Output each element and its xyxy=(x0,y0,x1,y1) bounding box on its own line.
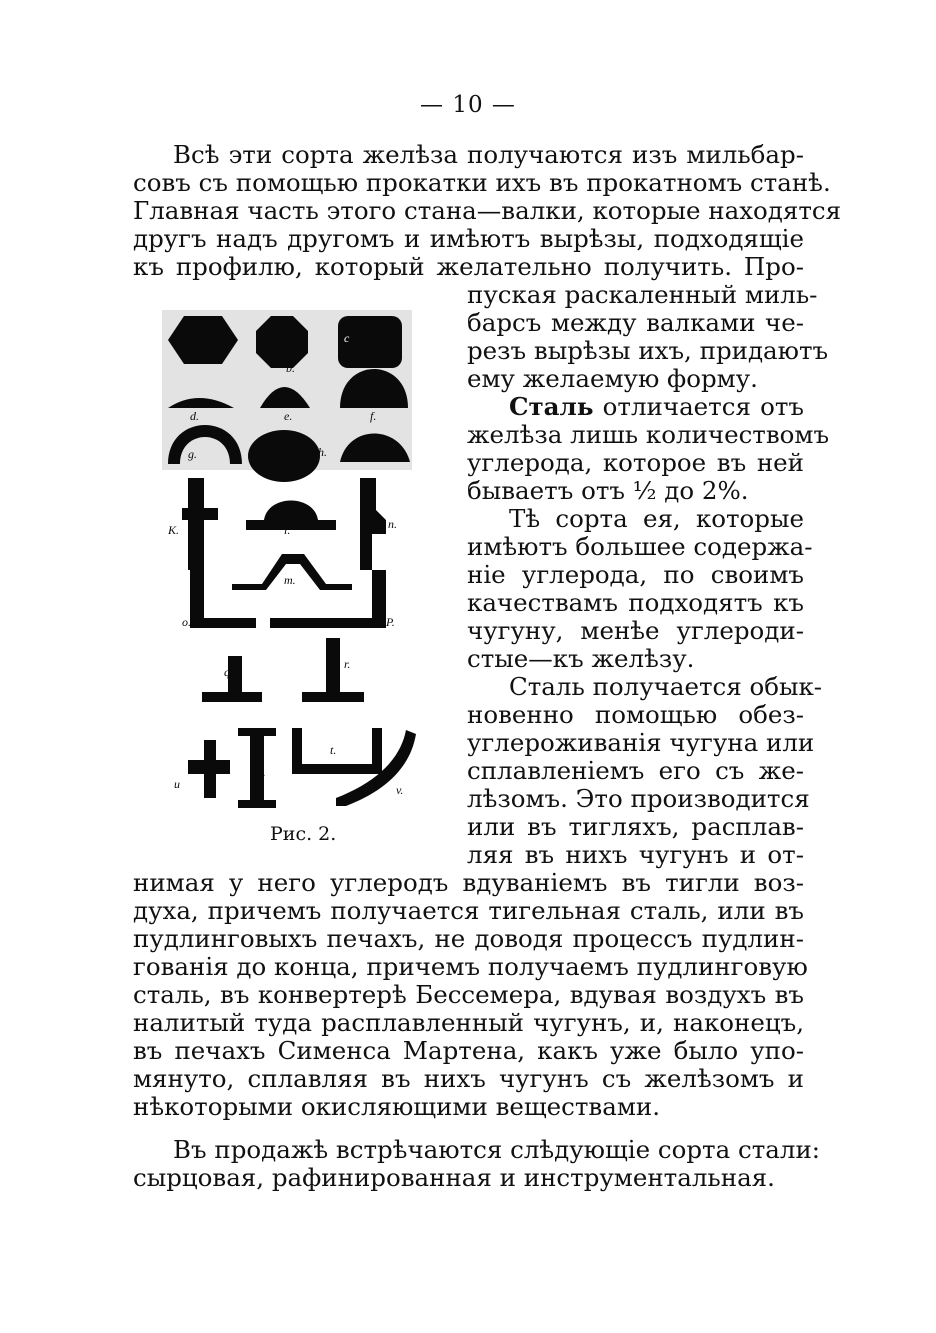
label-g: g. xyxy=(188,447,197,461)
text-line: бываетъ отъ ½ до 2%. xyxy=(467,476,749,505)
rail-profile-n xyxy=(360,478,386,570)
text-line: гованія до конца, причемъ получаемъ пудлинговую xyxy=(133,952,808,981)
label-c: c xyxy=(344,331,350,345)
text-line: сталь, въ конвертерѣ Бессемера, вдувая воздухъ въ xyxy=(133,980,804,1009)
label-q: q. xyxy=(224,665,233,679)
cross-profile-u xyxy=(188,740,230,798)
text-line: совъ съ помощью прокатки ихъ въ прокатномъ станѣ. xyxy=(133,168,831,197)
text-line: налитый туда расплавленный чугунъ, и, наконецъ, xyxy=(133,1008,804,1037)
text-line: имѣютъ большее содержа- xyxy=(467,532,813,561)
label-o: o. xyxy=(182,615,191,629)
i-beam-profile-s xyxy=(238,728,276,808)
label-b: b. xyxy=(286,361,295,375)
bulb-flat-profile xyxy=(246,501,336,531)
trough-profile-t xyxy=(292,728,382,774)
label-f: f. xyxy=(370,409,377,423)
text-line: ему желаемую форму. xyxy=(467,364,758,393)
text-line: резъ вырѣзы ихъ, придаютъ xyxy=(467,336,829,365)
text-line: Тѣ сорта ея, которые xyxy=(509,504,804,533)
text-line: стые—къ желѣзу. xyxy=(467,644,695,673)
text-line: нимая у него углеродъ вдуваніемъ въ тигли воз- xyxy=(133,868,804,897)
label-m: m. xyxy=(284,573,296,587)
label-p: P. xyxy=(386,615,395,629)
text-line: Сталь получается обык- xyxy=(509,672,823,701)
text-line: барсъ между валками че- xyxy=(467,308,804,337)
label-h: h. xyxy=(318,445,327,459)
text-line: лѣзомъ. Это производится xyxy=(467,784,810,813)
text-line: сплавленіемъ его съ же- xyxy=(467,756,804,785)
text-line: къ профилю, который желательно получить. Про- xyxy=(133,252,804,281)
text-line: качествамъ подходятъ къ xyxy=(467,588,804,617)
figure-caption: Рис. 2. xyxy=(270,823,337,845)
text-line: сырцовая, рафинированная и инструментальная. xyxy=(133,1163,775,1192)
label-d: d. xyxy=(190,409,199,423)
label-u: u xyxy=(174,777,180,791)
text-line: чугуну, менѣе углероди- xyxy=(467,616,804,645)
text-line: въ печахъ Сименса Мартена, какъ уже было упо- xyxy=(133,1036,804,1065)
page-number: — 10 — xyxy=(420,92,516,118)
text-line: ляя въ нихъ чугунъ и от- xyxy=(467,840,804,869)
text-line: или въ тигляхъ, расплав- xyxy=(467,812,804,841)
text-line: новенно помощью обез- xyxy=(467,700,804,729)
label-n: n. xyxy=(388,517,397,531)
label-v: v. xyxy=(396,783,404,797)
steel-bold-word: Сталь xyxy=(509,392,594,421)
profiles-drawing xyxy=(160,308,420,828)
text-line: мянуто, сплавляя въ нихъ чугунъ съ желѣзомъ и xyxy=(133,1064,804,1093)
label-l: l. xyxy=(284,523,291,537)
text-line: желѣза лишь количествомъ xyxy=(467,420,830,449)
text-line: углероживанія чугуна или xyxy=(467,728,815,757)
text-line: другъ надъ другомъ и имѣютъ вырѣзы, подходящіе xyxy=(133,224,804,253)
text-line: Всѣ эти сорта желѣза получаются изъ мильбар- xyxy=(173,140,804,169)
channel-profile-o xyxy=(190,568,256,628)
figure-rolled-profiles xyxy=(160,308,420,828)
label-s: s. xyxy=(258,765,266,779)
steel-first-line xyxy=(467,393,804,421)
text-line: пуская раскаленный миль- xyxy=(467,280,818,309)
text-line: ніе углерода, по своимъ xyxy=(467,560,804,589)
text-line: пудлинговыхъ печахъ, не доводя процессъ пудлин- xyxy=(133,924,804,953)
text-line: Въ продажѣ встрѣчаются слѣдующіе сорта стали: xyxy=(173,1135,821,1164)
label-r: r. xyxy=(344,657,351,671)
label-e: e. xyxy=(284,409,293,423)
text-line: нѣкоторыми окисляющими веществами. xyxy=(133,1092,660,1121)
rail-profile-k xyxy=(182,478,218,570)
oval-profile xyxy=(248,430,320,482)
label-t: t. xyxy=(330,743,337,757)
tee-profile-r xyxy=(302,638,364,702)
text-line: Главная часть этого стана—валки, которые находятся xyxy=(133,196,842,225)
text-line: духа, причемъ получается тигельная сталь, или въ xyxy=(133,896,804,925)
text-line: углерода, которое въ ней xyxy=(467,448,804,477)
tee-profile-q xyxy=(202,656,262,702)
steel-first-line-rest: отличается отъ xyxy=(602,392,804,421)
label-k: K. xyxy=(168,523,180,537)
label-a: a. xyxy=(226,329,235,343)
label-i: i. xyxy=(370,451,377,465)
octagon-profile xyxy=(256,316,308,368)
